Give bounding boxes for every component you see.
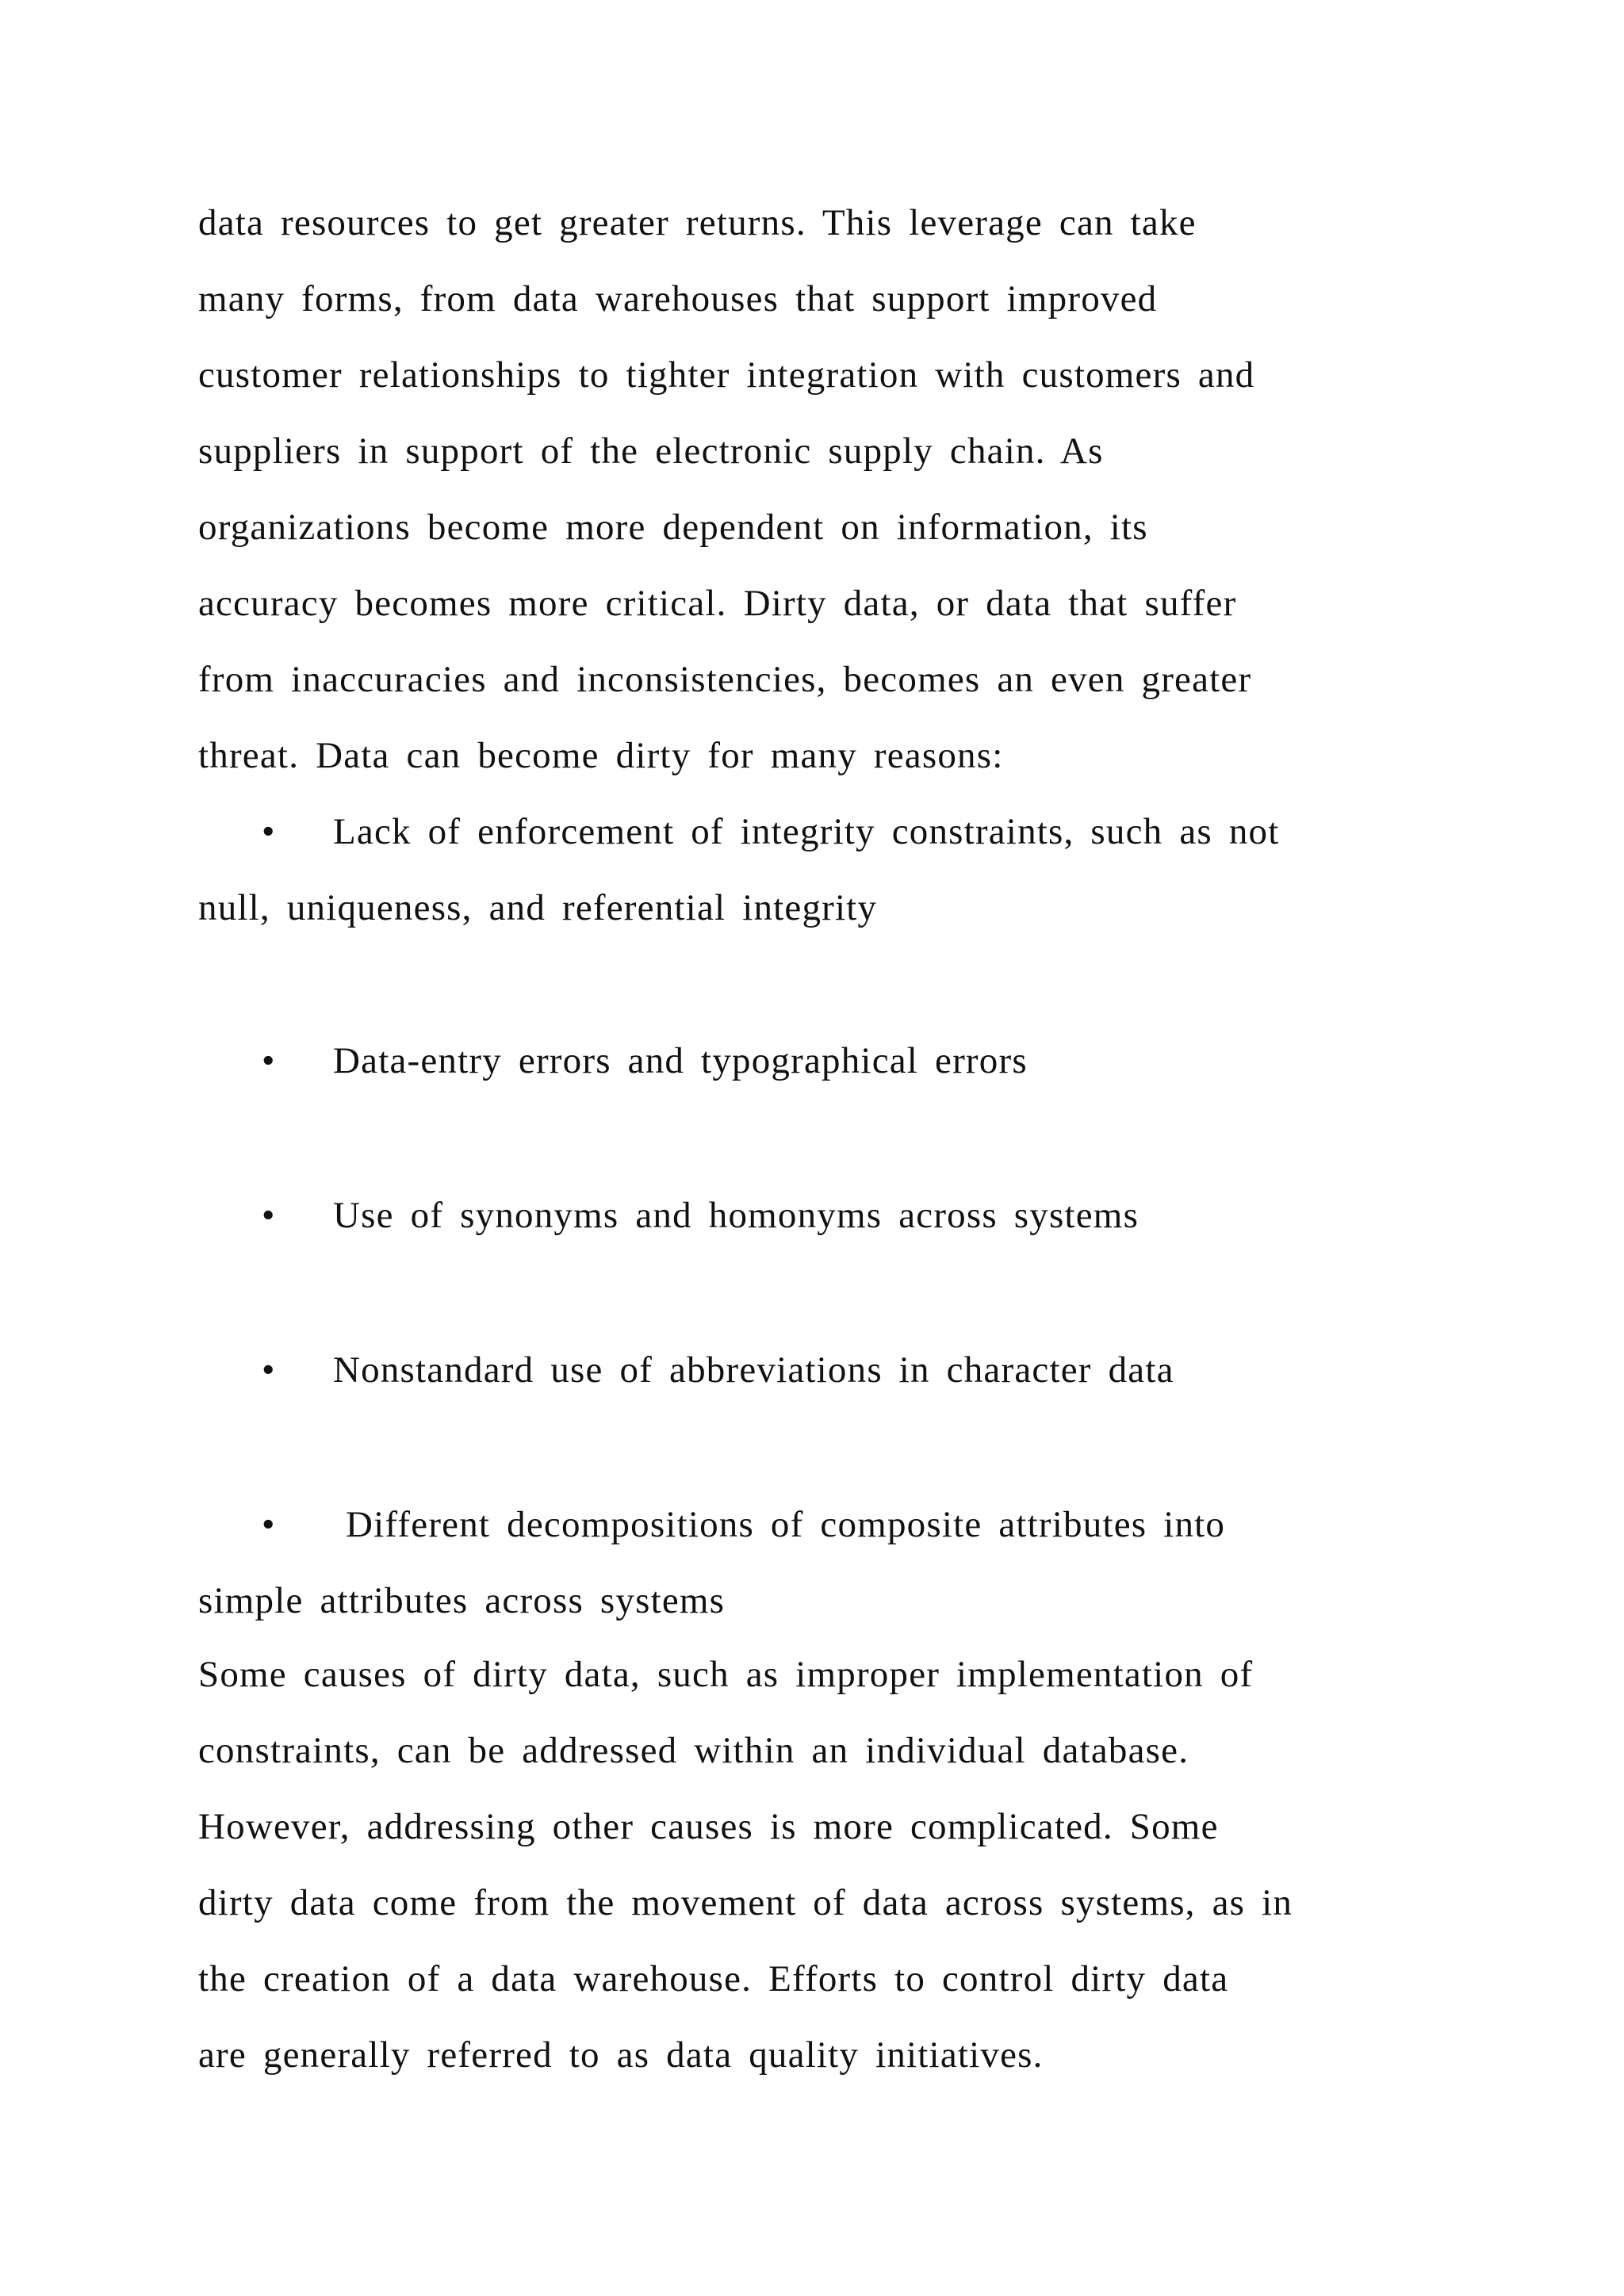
paragraph-line: constraints, can be addressed within an individual database. <box>198 1730 1189 1771</box>
paragraph-line: However, addressing other causes is more complicated. Some <box>198 1806 1219 1847</box>
paragraph-line: from inaccuracies and inconsistencies, becomes an even greater <box>198 659 1252 700</box>
bullet-icon: • <box>262 811 276 852</box>
list-item-text: Data-entry errors and typographical errors <box>333 1040 1028 1081</box>
bullet-icon: • <box>262 1040 276 1081</box>
bullet-icon: • <box>262 1504 276 1545</box>
paragraph-line: threat. Data can become dirty for many reasons: <box>198 735 1004 776</box>
paragraph-line: dirty data come from the movement of data across systems, as in <box>198 1882 1293 1923</box>
paragraph-line: Some causes of dirty data, such as improper implementation of <box>198 1654 1254 1695</box>
paragraph-line: accuracy becomes more critical. Dirty data, or data that suffer <box>198 583 1237 624</box>
paragraph-line: organizations become more dependent on information, its <box>198 507 1148 548</box>
bullet-icon: • <box>262 1195 276 1236</box>
list-item-continuation: null, uniqueness, and referential integrity <box>198 887 878 928</box>
paragraph-line: many forms, from data warehouses that support improved <box>198 278 1158 320</box>
paragraph-line: suppliers in support of the electronic supply chain. As <box>198 430 1104 472</box>
bullet-icon: • <box>262 1349 276 1391</box>
list-item-continuation: simple attributes across systems <box>198 1580 726 1621</box>
paragraph-line: are generally referred to as data quality initiatives. <box>198 2034 1044 2076</box>
paragraph-line: the creation of a data warehouse. Efforts to control dirty data <box>198 1958 1229 1999</box>
paragraph-line: data resources to get greater returns. This leverage can take <box>198 202 1197 243</box>
list-item-text: Lack of enforcement of integrity constraints, such as not <box>333 811 1280 852</box>
list-item-text: Nonstandard use of abbreviations in character data <box>333 1349 1174 1391</box>
paragraph-line: customer relationships to tighter integration with customers and <box>198 354 1255 396</box>
list-item-text: Different decompositions of composite attributes into <box>346 1504 1226 1545</box>
list-item-text: Use of synonyms and homonyms across systems <box>333 1195 1139 1236</box>
